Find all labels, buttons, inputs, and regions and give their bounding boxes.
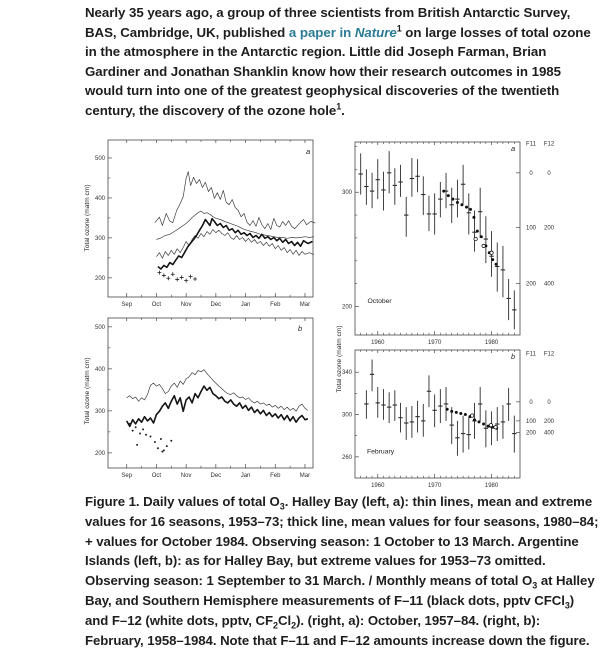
x-tick-label: Mar bbox=[299, 473, 311, 479]
f12-white-dot bbox=[494, 426, 497, 429]
figure-1 bbox=[0, 128, 600, 497]
f12-white-dot bbox=[490, 251, 493, 254]
x-tick-label: Sep bbox=[121, 473, 133, 479]
f11-black-dot bbox=[456, 201, 459, 204]
f12-white-dot bbox=[482, 244, 485, 247]
x-tick-label: Feb bbox=[270, 302, 281, 308]
text-segment: on large losses of total ozone in the atmosphere in the Antarctic region. Little did Joseph Farman, Brian Gardiner and Jonathan Shanklin know how their research outcomes in 1985 would turn into one of the greatest geophysical discoveries of the twentieth century, the discovery of the ozone hole bbox=[85, 24, 591, 118]
sup-reference: 1 bbox=[336, 101, 342, 112]
y-tick-label: 400 bbox=[94, 366, 105, 373]
f11-black-dot bbox=[442, 190, 445, 193]
y-axis-label: Total ozone (matm cm) bbox=[84, 184, 91, 252]
fgas-scale-label: 400 bbox=[543, 281, 555, 288]
f11-black-dot bbox=[465, 206, 468, 209]
f12-white-dot bbox=[471, 414, 474, 417]
f11-black-dot bbox=[472, 216, 475, 219]
x-tick-label: Mar bbox=[299, 302, 311, 308]
x-tick-label: 1970 bbox=[427, 340, 442, 346]
x-tick-label: Jan bbox=[240, 473, 251, 479]
panel-letter: a bbox=[306, 147, 311, 156]
text-segment: . Halley Bay (left, a): thin lines, mean and extreme values for 16 seasons, 1953–73; thick line, mean values for four seasons, 1980–84; + values for October 1984. Observing season: 1 October to 13 March. Argentine Islands (left, b): as for Halley Bay, but extreme values for 1953–73 omitted. Observing season: 1 September to 31 March. / Monthly means of total O bbox=[85, 494, 599, 589]
fgas-scale-label: 400 bbox=[543, 430, 555, 437]
series-mean-1953-73 bbox=[127, 370, 308, 412]
text-segment: Nearly 35 years ago, a group of three scientists from British Antarctic Survey, BAS, Cambridge, UK, published bbox=[85, 5, 571, 40]
sub-reference: 3 bbox=[532, 580, 538, 591]
intro-paragraph bbox=[85, 3, 597, 121]
fgas-header: F11 bbox=[526, 351, 536, 358]
text-segment: ) and F–12 (white dots, pptv, CF bbox=[85, 592, 575, 628]
x-tick-label: Feb bbox=[270, 473, 281, 479]
fgas-scale-label: 0 bbox=[529, 399, 533, 406]
x-tick-label: 1960 bbox=[371, 340, 385, 346]
fgas-scale-label: 0 bbox=[547, 399, 551, 406]
fgas-scale-label: 200 bbox=[543, 418, 555, 425]
sub-reference: 3 bbox=[564, 600, 570, 611]
text-segment: Figure 1. Daily values of total O bbox=[85, 494, 280, 509]
text-segment: Cl bbox=[278, 612, 292, 628]
markers-october-1984-plus-values bbox=[157, 271, 197, 283]
x-tick-label: 1960 bbox=[371, 483, 385, 489]
series-extreme-min-1953-73 bbox=[156, 230, 314, 259]
f11-black-dot bbox=[447, 194, 450, 197]
y-tick-label: 500 bbox=[94, 324, 105, 331]
x-tick-label: Oct bbox=[151, 302, 162, 308]
y-tick-label: 340 bbox=[341, 370, 352, 377]
panel-october-means bbox=[336, 141, 555, 392]
panel-halley-daily bbox=[84, 140, 315, 308]
x-tick-label: Sep bbox=[121, 302, 133, 308]
f11-black-dot bbox=[473, 418, 476, 421]
panel-february-means bbox=[342, 350, 555, 489]
y-tick-label: 300 bbox=[94, 235, 105, 242]
f11-black-dot bbox=[476, 230, 479, 233]
fgas-scale-label: 200 bbox=[543, 225, 555, 232]
fgas-scale-label: 0 bbox=[529, 170, 533, 177]
fgas-scale-label: 100 bbox=[525, 418, 537, 425]
f11-black-dot bbox=[455, 411, 458, 414]
x-tick-label: Oct bbox=[151, 473, 162, 479]
f11-black-dot bbox=[464, 413, 467, 416]
fgas-header: F12 bbox=[543, 141, 555, 148]
x-tick-label: Dec bbox=[210, 473, 222, 479]
y-axis-label: Total ozone (matm cm) bbox=[336, 325, 343, 393]
sub-reference: 3 bbox=[279, 501, 285, 512]
y-tick-label: 260 bbox=[341, 454, 352, 461]
text-segment: . bbox=[341, 102, 345, 118]
y-tick-label: 300 bbox=[94, 408, 105, 415]
f11-black-dot bbox=[495, 263, 498, 266]
f12-white-dot bbox=[474, 237, 477, 240]
x-tick-label: Dec bbox=[210, 302, 222, 308]
x-tick-label: 1980 bbox=[484, 340, 499, 346]
f11-black-dot bbox=[469, 208, 472, 211]
f11-black-dot bbox=[491, 258, 494, 261]
f11-black-dot bbox=[451, 198, 454, 201]
fgas-header: F12 bbox=[543, 351, 555, 358]
fgas-scale-label: 200 bbox=[525, 430, 537, 437]
x-tick-label: 1980 bbox=[484, 483, 499, 489]
y-tick-label: 500 bbox=[94, 155, 105, 162]
x-tick-label: Nov bbox=[180, 302, 192, 308]
sup-reference: 1 bbox=[396, 23, 402, 34]
y-tick-label: 400 bbox=[94, 195, 105, 202]
panel-month-label: October bbox=[367, 298, 392, 306]
markers-scattered-daily-dots bbox=[129, 423, 173, 453]
fgas-header: F11 bbox=[526, 141, 536, 148]
fgas-scale-label: 100 bbox=[525, 225, 537, 232]
f11-black-dot bbox=[450, 410, 453, 413]
series-mean-1953-73 bbox=[156, 211, 314, 239]
sub-reference: 2 bbox=[273, 620, 278, 631]
panel-argentine-daily bbox=[84, 318, 313, 479]
f11-black-dot bbox=[446, 408, 449, 411]
text-segment: at Halley Bay, and Southern Hemisphere measurements of F–11 (black dots, pptv CFCl bbox=[85, 573, 595, 608]
text-segment: ). (right, a): October, 1957–84. (right, b): February, 1958–1984. Note that F–11 and F–12 amounts increase down the figure. bbox=[85, 612, 590, 648]
nature-paper-link[interactable]: a paper in bbox=[288, 24, 355, 40]
y-tick-label: 200 bbox=[94, 450, 105, 457]
y-tick-label: 300 bbox=[341, 190, 352, 197]
sub-reference: 2 bbox=[291, 620, 297, 631]
f11-black-dot bbox=[482, 423, 485, 426]
panel-letter: b bbox=[298, 324, 303, 333]
nature-paper-link[interactable]: Nature bbox=[354, 24, 397, 40]
x-tick-label: 1970 bbox=[427, 483, 442, 489]
panel-letter: b bbox=[511, 352, 516, 361]
f11-black-dot bbox=[478, 420, 481, 423]
panel-letter: a bbox=[511, 144, 516, 153]
f11-black-dot bbox=[480, 235, 483, 238]
series-mean-1980-84 bbox=[158, 219, 313, 269]
y-axis-label: Total ozone (matm cm) bbox=[84, 357, 91, 425]
f11-black-dot bbox=[459, 412, 462, 415]
f12-white-dot bbox=[489, 423, 492, 426]
x-tick-label: Jan bbox=[240, 302, 251, 308]
figure-1-canvas bbox=[0, 128, 600, 497]
fgas-scale-label: 0 bbox=[547, 170, 551, 177]
figure-1-caption bbox=[85, 492, 599, 650]
panel-month-label: February bbox=[366, 448, 395, 456]
y-tick-label: 300 bbox=[341, 412, 352, 419]
fgas-scale-label: 200 bbox=[525, 281, 537, 288]
series-extreme-max-1953-73 bbox=[155, 172, 316, 230]
f11-black-dot bbox=[460, 203, 463, 206]
y-tick-label: 200 bbox=[341, 304, 352, 311]
y-tick-label: 200 bbox=[94, 275, 105, 282]
x-tick-label: Nov bbox=[180, 473, 192, 479]
